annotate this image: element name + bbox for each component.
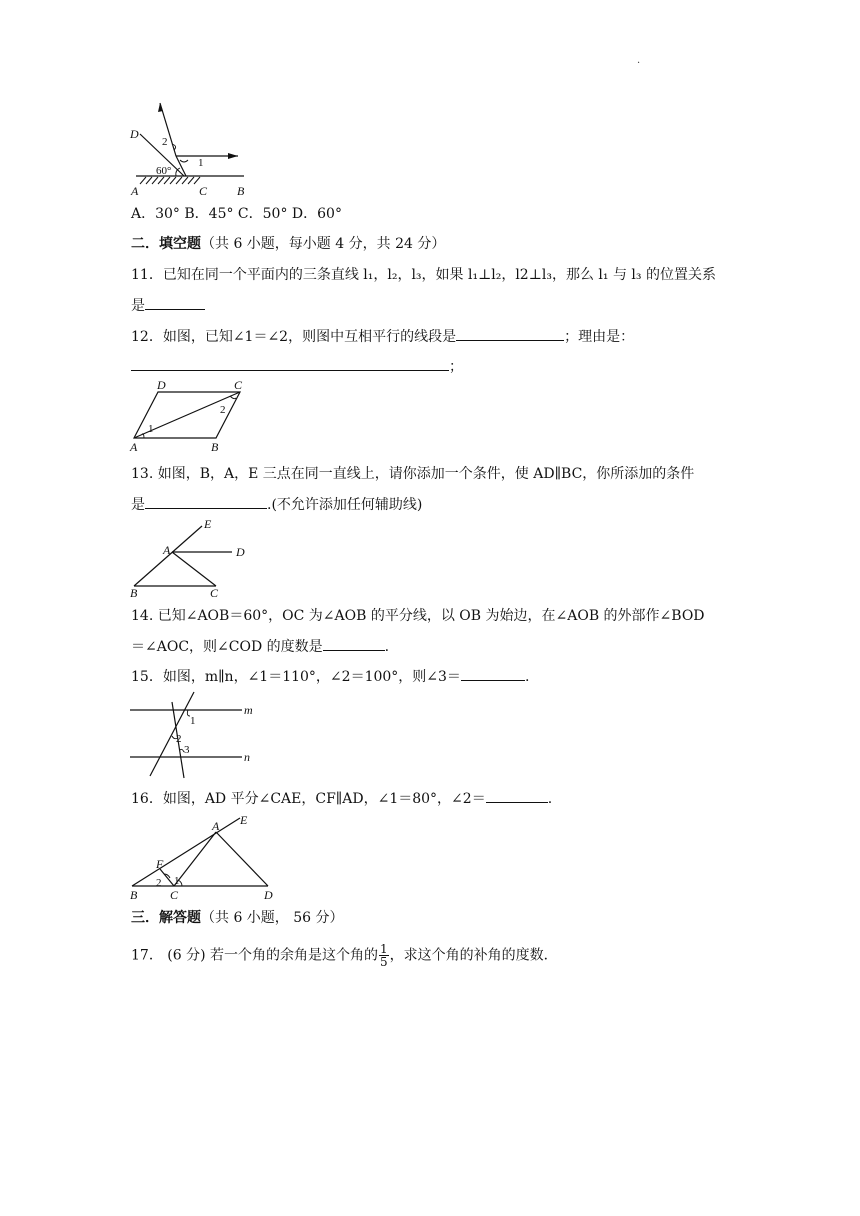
q13-line1: 13. 如图，B，A，E 三点在同一直线上，请你添加一个条件，使 AD∥BC，你所添加的条件 [131,466,695,482]
q13-line2 [131,494,422,515]
q15-text-a: 15．如图，m∥n，∠1＝110°，∠2＝100°，则∠3＝ [131,669,461,685]
q15-line [131,666,529,687]
q16-text-a: 16．如图，AD 平分∠CAE，CF∥AD，∠1＝80°，∠2＝ [131,791,486,807]
section3-heading [131,908,344,928]
section3-title: 三．解答题 [131,910,201,926]
q13-label-d: D [236,545,245,559]
q17-text-b: ，求这个角的补角的度数． [389,947,558,964]
q10-figure [128,98,258,198]
section2-title: 二．填空题 [131,236,201,252]
q12-blank-1[interactable] [456,326,564,341]
q10-angle-2: 2 [162,136,168,148]
q16-figure [128,812,288,902]
q17-frac-num: 1 [380,942,388,956]
q15-angle-2: 2 [176,733,182,745]
q11-line2-text: 是 [131,298,145,314]
q12-text-b: ；理由是： [564,329,635,345]
q12-figure [128,378,258,456]
q16-text-b: . [547,791,553,807]
q13-figure [128,516,258,598]
q17-frac-den: 5 [380,955,388,969]
q17-fraction [379,943,389,968]
q14-text-b: . [384,639,390,655]
q10-label-a: A [131,184,139,198]
q12-angle-2: 2 [220,404,226,416]
q12-label-d: D [157,378,166,392]
q16-label-e: E [240,813,248,827]
q16-angle-1: 1 [174,875,180,887]
q13-text-a: 是 [131,497,145,513]
q14-text-a: ＝∠AOC，则∠COD 的度数是 [131,639,323,655]
q16-label-c: C [170,888,179,902]
q13-label-b: B [130,586,138,598]
q15-angle-1: 1 [190,715,196,727]
section2-note: （共 6 小题，每小题 4 分，共 24 分） [201,236,446,252]
section3-note: （共 6 小题， 56 分） [201,910,344,926]
q13-text-b: .(不允许添加任何辅助线) [267,497,423,513]
q12-label-a: A [130,440,138,454]
q14-blank[interactable] [323,636,385,651]
section2-heading [131,234,445,254]
q17-line [131,943,558,968]
q11-line1: 11．已知在同一个平面内的三条直线 l₁，l₂，l₃，如果 l₁⊥l₂，l2⊥l₃，那么 l₁ 与 l₃ 的位置关系 [131,267,716,283]
q15-angle-3: 3 [184,744,190,756]
q16-line [131,788,552,809]
q10-angle-60: 60° [156,165,172,177]
q15-label-m: m [244,703,253,717]
q12-label-c: C [234,378,243,392]
q12-text-a: 12．如图，已知∠1＝∠2，则图中互相平行的线段是 [131,329,457,345]
q15-label-n: n [244,750,250,764]
q11-line2 [131,295,205,316]
q15-blank[interactable] [461,666,525,681]
q10-angle-1: 1 [198,157,204,169]
q15-figure [128,690,268,780]
q12-line1 [131,326,634,347]
header-mark: · [637,58,641,69]
q12-line2 [131,356,463,377]
q12-line2-end: ； [449,359,463,375]
q16-label-a: A [212,819,220,833]
q13-blank[interactable] [145,494,267,509]
q16-angle-2: 2 [156,877,162,889]
q16-blank[interactable] [486,788,548,803]
q12-label-b: B [211,440,219,454]
q15-text-b: . [524,669,530,685]
q11-blank[interactable] [145,295,205,310]
q16-label-b: B [130,888,138,902]
q13-label-e: E [204,517,212,531]
q10-options: A．30° B．45° C．50° D．60° [131,206,342,222]
q14-line2 [131,636,389,657]
q13-label-c: C [210,586,219,598]
q14-line1: 14. 已知∠AOB＝60°，OC 为∠AOB 的平分线，以 OB 为始边，在∠AOB 的外部作∠BOD [131,608,705,624]
q12-blank-2[interactable] [131,356,449,371]
q12-angle-1: 1 [148,423,154,435]
q16-label-f: F [156,857,164,871]
q13-label-a: A [163,543,171,557]
q10-label-b: B [237,184,245,198]
q10-label-c: C [199,184,208,198]
q16-label-d: D [264,888,273,902]
q17-text-a: 17． (6 分) 若一个角的余角是这个角的 [131,947,378,964]
q10-label-d: D [130,127,139,141]
